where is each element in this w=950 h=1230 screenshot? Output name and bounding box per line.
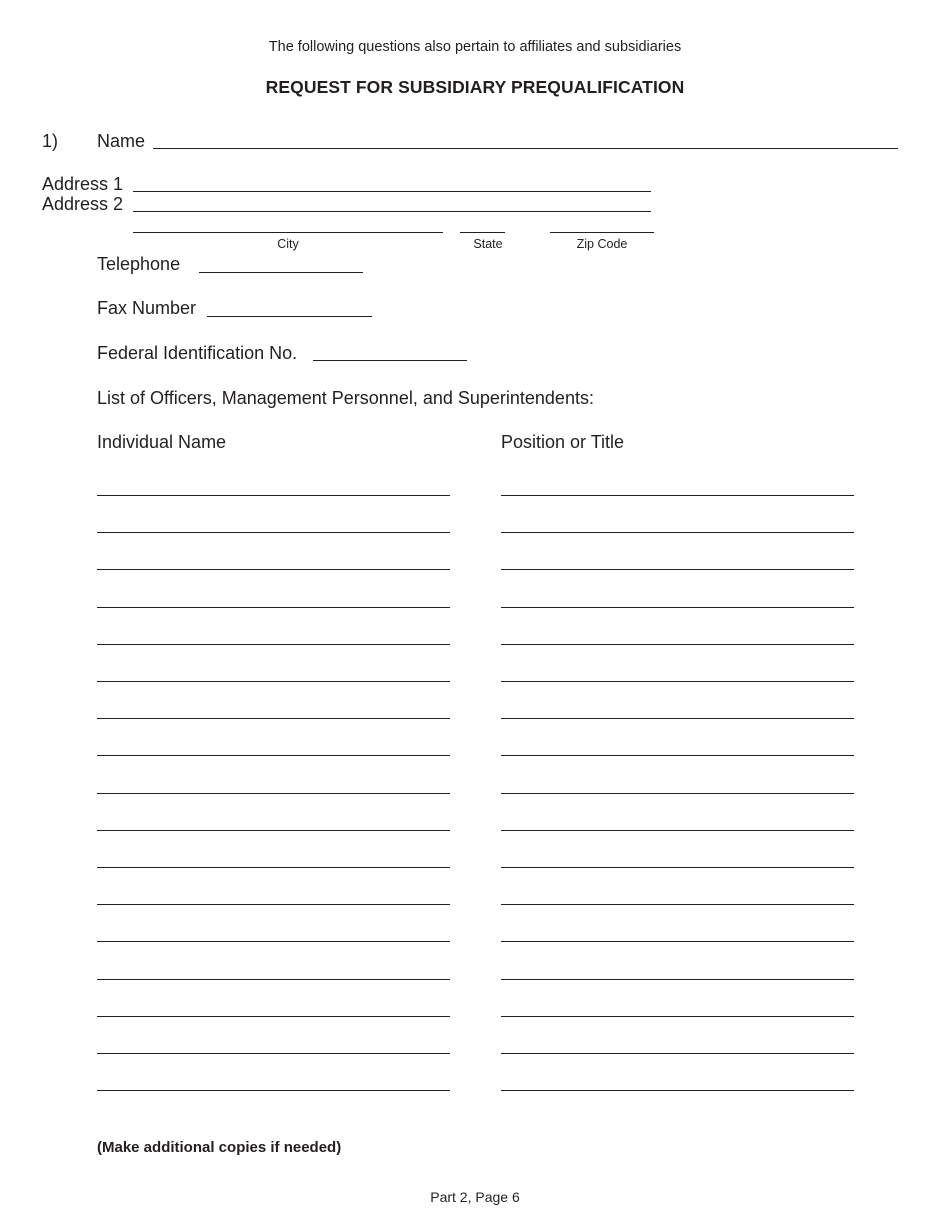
officer-name-field[interactable]: [97, 532, 450, 533]
telephone-label: Telephone: [97, 254, 181, 274]
officer-title-field[interactable]: [501, 532, 854, 533]
address2-label: Address 2: [42, 194, 124, 214]
officer-title-field[interactable]: [501, 793, 854, 794]
officer-name-field[interactable]: [97, 1053, 450, 1054]
officer-row: [0, 812, 950, 849]
officer-row: [0, 1072, 950, 1109]
officer-row: [0, 737, 950, 774]
officer-title-field[interactable]: [501, 1090, 854, 1091]
additional-copies-note: (Make additional copies if needed): [97, 1139, 342, 1156]
address2-field[interactable]: [133, 211, 651, 212]
officer-title-field[interactable]: [501, 607, 854, 608]
officer-row: [0, 886, 950, 923]
page-number: Part 2, Page 6: [430, 1189, 520, 1205]
address1-label: Address 1: [42, 174, 124, 194]
officers-heading: List of Officers, Management Personnel, and Superintendents:: [97, 388, 594, 408]
fein-field[interactable]: [313, 360, 467, 361]
officer-name-field[interactable]: [97, 867, 450, 868]
officer-title-field[interactable]: [501, 867, 854, 868]
officer-row: [0, 477, 950, 514]
fax-label: Fax Number: [97, 298, 197, 318]
col-title-header: Position or Title: [501, 432, 625, 452]
officer-title-field[interactable]: [501, 830, 854, 831]
officer-name-field[interactable]: [97, 793, 450, 794]
page-title: REQUEST FOR SUBSIDIARY PREQUALIFICATION: [265, 77, 685, 97]
officer-name-field[interactable]: [97, 1016, 450, 1017]
officer-name-field[interactable]: [97, 904, 450, 905]
officer-name-field[interactable]: [97, 1090, 450, 1091]
officer-title-field[interactable]: [501, 495, 854, 496]
officer-name-field[interactable]: [97, 755, 450, 756]
officer-row: [0, 775, 950, 812]
officer-title-field[interactable]: [501, 1016, 854, 1017]
officer-title-field[interactable]: [501, 1053, 854, 1054]
officer-name-field[interactable]: [97, 681, 450, 682]
state-field[interactable]: [460, 232, 505, 233]
officer-row: [0, 923, 950, 960]
fax-field[interactable]: [207, 316, 372, 317]
officer-title-field[interactable]: [501, 979, 854, 980]
name-label: Name: [97, 131, 146, 151]
page-subtitle: The following questions also pertain to affiliates and subsidiaries: [268, 39, 682, 55]
fein-label: Federal Identification No.: [97, 343, 298, 363]
officer-name-field[interactable]: [97, 495, 450, 496]
city-caption: City: [277, 237, 299, 251]
col-name-header: Individual Name: [97, 432, 227, 452]
officer-row: [0, 998, 950, 1035]
officer-name-field[interactable]: [97, 644, 450, 645]
question-number: 1): [42, 131, 59, 151]
officer-name-field[interactable]: [97, 941, 450, 942]
officer-title-field[interactable]: [501, 569, 854, 570]
name-field[interactable]: [153, 148, 898, 149]
officer-name-field[interactable]: [97, 569, 450, 570]
city-field[interactable]: [133, 232, 443, 233]
officer-title-field[interactable]: [501, 941, 854, 942]
officer-row: [0, 551, 950, 588]
zip-field[interactable]: [550, 232, 654, 233]
officer-title-field[interactable]: [501, 718, 854, 719]
officer-row: [0, 626, 950, 663]
officer-row: [0, 514, 950, 551]
officer-name-field[interactable]: [97, 830, 450, 831]
officer-title-field[interactable]: [501, 644, 854, 645]
telephone-field[interactable]: [199, 272, 363, 273]
officer-title-field[interactable]: [501, 904, 854, 905]
zip-caption: Zip Code: [576, 237, 628, 251]
officer-row: [0, 700, 950, 737]
officer-row: [0, 589, 950, 626]
officer-name-field[interactable]: [97, 718, 450, 719]
state-caption: State: [473, 237, 503, 251]
officer-title-field[interactable]: [501, 755, 854, 756]
officer-row: [0, 849, 950, 886]
officer-row: [0, 1035, 950, 1072]
officer-title-field[interactable]: [501, 681, 854, 682]
officer-row: [0, 663, 950, 700]
officer-name-field[interactable]: [97, 979, 450, 980]
officer-row: [0, 961, 950, 998]
address1-field[interactable]: [133, 191, 651, 192]
officer-name-field[interactable]: [97, 607, 450, 608]
